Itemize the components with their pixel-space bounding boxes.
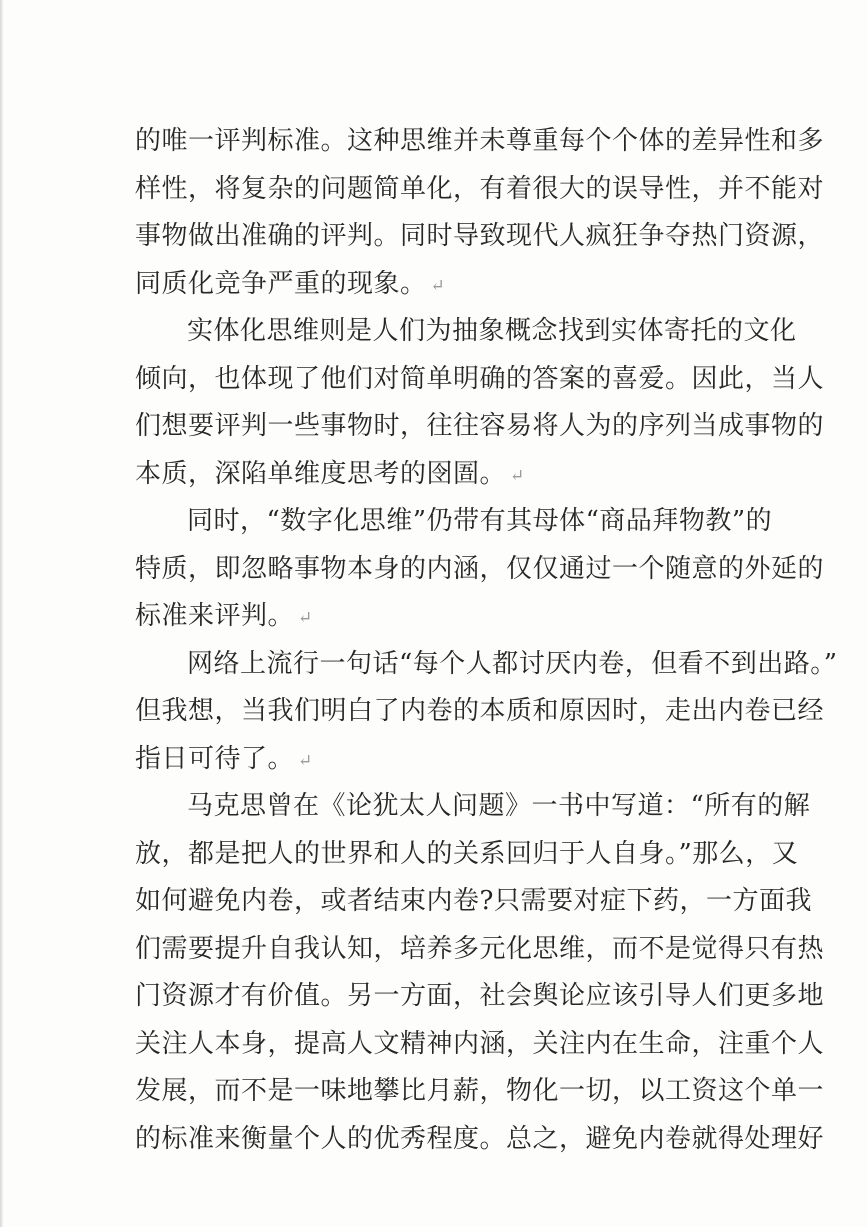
paragraph-mark-icon: ↵ [298, 608, 313, 628]
text-line: 放，都是把人的世界和人的关系回归于人自身。”那么，又 [135, 838, 799, 869]
text-line: 的唯一评判标准。这种思维并未尊重每个个体的差异性和多 [135, 126, 825, 156]
text-line [135, 498, 773, 546]
text-line: 但我想，当我们明白了内卷的本质和原因时，走出内卷已经 [135, 696, 825, 726]
text-line: 关注人本身，提高人文精神内涵，关注内在生命，注重个人 [135, 1028, 825, 1059]
text-line-content: 网络上流行一句话“每个人都讨厌内卷，但看不到出路。” [187, 648, 838, 679]
text-line: 们需要提升自我认知，培养多元化思维，而不是觉得只有热 [135, 933, 825, 964]
text-line: 特质，即忽略事物本身的内涵，仅仅通过一个随意的外延的 [135, 553, 825, 584]
paragraph-mark-icon: ↵ [298, 750, 313, 771]
text-line-content: 标准来评判。 [135, 601, 295, 631]
text-line: 们想要评判一些事物时，往往容易将人为的序列当成事物的 [135, 411, 825, 441]
paragraph-1 [135, 118, 825, 308]
paragraph-mark-icon: ↵ [510, 465, 525, 486]
text-line: 如何避免内卷，或者结束内卷?只需要对症下药，一方面我 [135, 886, 812, 916]
text-line: 倾向，也体现了他们对简单明确的答案的喜爱。因此，当人 [135, 363, 825, 394]
document-body [135, 118, 838, 1163]
text-line: 的标准来衡量个人的优秀程度。总之，避免内卷就得处理好 [135, 1123, 825, 1154]
text-line: 门资源才有价值。另一方面，社会舆论应该引导人们更多地 [135, 981, 825, 1011]
text-line: 事物做出准确的评判。同时导致现代人疯狂争夺热门资源， [135, 221, 825, 251]
text-line [135, 641, 838, 689]
text-line [135, 783, 811, 831]
text-line-content: 马克思曾在《论犹太人问题》一书中写道：“所有的解 [187, 791, 811, 821]
text-line: 发展，而不是一味地攀比月薪，物化一切，以工资这个单一 [135, 1076, 825, 1106]
paragraph-5 [135, 783, 825, 1163]
text-line-last [135, 261, 735, 309]
text-line-content: 本质，深陷单维度思考的囹圄。 [135, 458, 507, 489]
text-line-last [135, 451, 735, 499]
text-line [135, 308, 797, 356]
scan-edge-shadow [0, 0, 3, 1227]
text-line-last [135, 736, 735, 784]
paragraph-3 [135, 498, 825, 641]
text-line-content: 实体化思维则是人们为抽象概念找到实体寄托的文化 [187, 316, 797, 346]
text-line-content: 同质化竞争严重的现象。 [135, 268, 427, 299]
text-line-last [135, 593, 735, 641]
text-line-content: 同时，“数字化思维”仍带有其母体“商品拜物教”的 [187, 506, 773, 536]
paragraph-mark-icon: ↵ [430, 275, 446, 296]
paragraph-4 [135, 641, 838, 784]
text-line-content: 指日可待了。 [135, 743, 295, 774]
paragraph-2 [135, 308, 825, 498]
text-line: 样性，将复杂的问题简单化，有着很大的误导性，并不能对 [135, 173, 825, 204]
